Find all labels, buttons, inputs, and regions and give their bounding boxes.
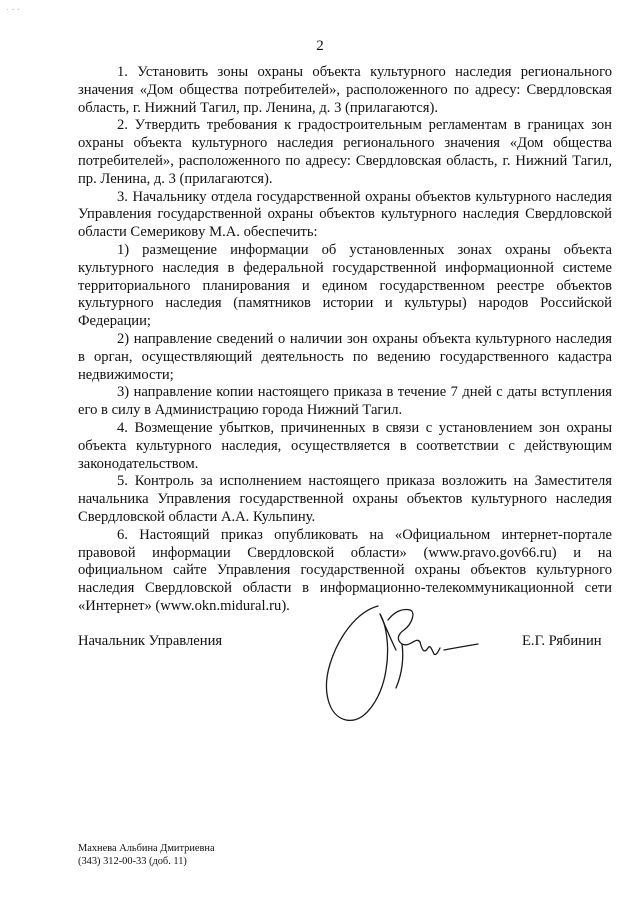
signer-name: Е.Г. Рябинин (522, 633, 602, 649)
page-number: 2 (316, 38, 324, 54)
paragraph-3: 3. Начальнику отдела государственной охраны объектов культурного наследия Управления государственной охраны объектов культурного наследия Свердловской области Семериковy М.А. обеспечить: (78, 188, 612, 241)
paragraph-1: 1. Установить зоны охраны объекта культурного наследия регионального значения «Дом общества потребителей», расположенного по адресу: Свердловская область, г. Нижний Тагил, пр. Ленина, д. 3 (прилагаются). (78, 64, 612, 116)
subitem-3: 3) направление копии настоящего приказа в течение 7 дней с даты вступления его в силу в Администрацию города Нижний Тагил. (78, 384, 612, 419)
paragraph-4: 4. Возмещение убытков, причиненных в связи с установлением зон охраны объекта культурного наследия, осуществляется в соответствии с действующим законодательством. (78, 419, 612, 472)
executor-info (78, 843, 215, 868)
executor-name: Махнева Альбина Дмитриевна (78, 843, 215, 854)
paragraph-2: 2. Утвердить требования к градостроительным регламентам в границах зон охраны объекта культурного наследия регионального значения «Дом общества потребителей», расположенного по адресу: Свердловская область, г. Нижний Тагил, пр. Ленина, д. 3 (прилагаются). (78, 117, 612, 187)
subitem-1: 1) размещение информации об установленных зонах охраны объекта культурного наследия в федеральной государственной информационной системе территориального планирования и едином государственном реестре объектов культурного наследия (памятников истории и культуры) народов Российской Федерации; (78, 241, 612, 330)
handwritten-signature (316, 598, 496, 738)
paragraph-5: 5. Контроль за исполнением настоящего приказа возложить на Заместителя начальника Управления государственной охраны объектов культурного наследия Свердловской области А.А. Кульпину. (78, 473, 612, 525)
paragraph-6: 6. Настоящий приказ опубликовать на «Официальном интернет-портале правовой информации Свердловской области» (www.pravo.gov66.ru) и на официальном сайте Управления государственной охраны объектов культурного наследия Свердловской области в информационно-телекоммуникационной сети «Интернет» (www.okn.midural.ru). (78, 526, 612, 614)
scan-corner-mark: · - - (6, 4, 20, 14)
signer-position: Начальник Управления (78, 633, 223, 649)
subitem-2: 2) направление сведений о наличии зон охраны объекта культурного наследия в орган, осуществляющий деятельность по ведению государственного кадастра недвижимости; (78, 330, 612, 383)
executor-phone: (343) 312-00-33 (доб. 11) (78, 855, 187, 867)
order-body (78, 64, 612, 616)
